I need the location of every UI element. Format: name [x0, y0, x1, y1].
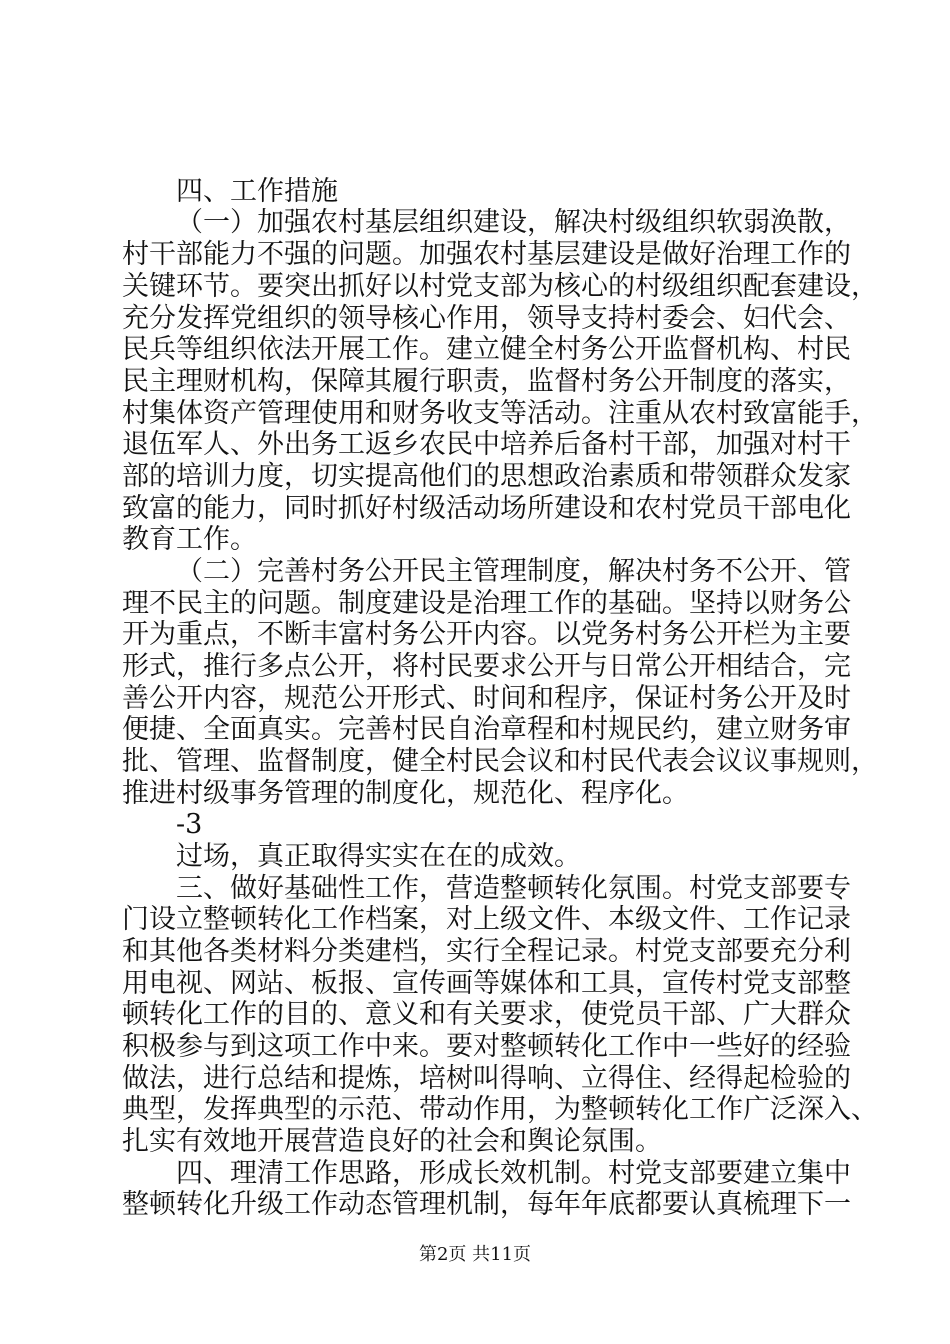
text-line: 部的培训力度，切实提高他们的思想政治素质和带领群众发家 — [122, 461, 851, 492]
text-line: 三、做好基础性工作，营造整顿转化氛围。村党支部要专 — [176, 873, 851, 904]
text-line: 积极参与到这项工作中来。要对整顿转化工作中一些好的经验 — [122, 1031, 851, 1062]
text-line: 门设立整顿转化工作档案，对上级文件、本级文件、工作记录 — [122, 904, 851, 935]
text-line: 民主理财机构，保障其履行职责，监督村务公开制度的落实， — [122, 366, 851, 397]
text-line: 扎实有效地开展营造良好的社会和舆论氛围。 — [122, 1126, 662, 1157]
text-line: 整顿转化升级工作动态管理机制，每年年底都要认真梳理下一 — [122, 1189, 851, 1220]
text-line: 和其他各类材料分类建档，实行全程记录。村党支部要充分利 — [122, 936, 851, 967]
text-line: 用电视、网站、板报、宣传画等媒体和工具，宣传村党支部整 — [122, 968, 851, 999]
text-line: 推进村级事务管理的制度化，规范化、程序化。 — [122, 778, 689, 809]
text-line: 典型，发挥典型的示范、带动作用，为整顿转化工作广泛深入、 — [122, 1094, 878, 1125]
text-line: 村干部能力不强的问题。加强农村基层建设是做好治理工作的 — [122, 239, 851, 270]
text-line: 四、理清工作思路，形成长效机制。村党支部要建立集中 — [176, 1158, 851, 1189]
text-line: 充分发挥党组织的领导核心作用，领导支持村委会、妇代会、 — [122, 303, 851, 334]
text-line: 开为重点，不断丰富村务公开内容。以党务村务公开栏为主要 — [122, 619, 851, 650]
text-line: 做法，进行总结和提炼，培树叫得响、立得住、经得起检验的 — [122, 1063, 851, 1094]
text-line: 形式，推行多点公开，将村民要求公开与日常公开相结合，完 — [122, 651, 851, 682]
text-line: 民兵等组织依法开展工作。建立健全村务公开监督机构、村民 — [122, 334, 851, 365]
text-line: 善公开内容，规范公开形式、时间和程序，保证村务公开及时 — [122, 683, 851, 714]
text-line: 退伍军人、外出务工返乡农民中培养后备村干部，加强对村干 — [122, 429, 851, 460]
text-line: 四、工作措施 — [176, 176, 338, 207]
page-fragment-number: -3 — [176, 809, 203, 840]
text-line: 批、管理、监督制度，健全村民会议和村民代表会议议事规则， — [122, 746, 878, 777]
text-line: 教育工作。 — [122, 524, 257, 555]
text-line: 过场，真正取得实实在在的成效。 — [176, 841, 581, 872]
text-line: 致富的能力，同时抓好村级活动场所建设和农村党员干部电化 — [122, 493, 851, 524]
text-line: 关键环节。要突出抓好以村党支部为核心的村级组织配套建设， — [122, 271, 878, 302]
text-line: 村集体资产管理使用和财务收支等活动。注重从农村致富能手， — [122, 398, 878, 429]
text-line: 顿转化工作的目的、意义和有关要求，使党员干部、广大群众 — [122, 999, 851, 1030]
page-footer: 第2页 共11页 — [418, 1244, 532, 1265]
text-line: 理不民主的问题。制度建设是治理工作的基础。坚持以财务公 — [122, 588, 851, 619]
text-line: （一）加强农村基层组织建设，解决村级组织软弱涣散， — [176, 207, 851, 238]
text-line: （二）完善村务公开民主管理制度，解决村务不公开、管 — [176, 556, 851, 587]
text-line: 便捷、全面真实。完善村民自治章程和村规民约，建立财务审 — [122, 714, 851, 745]
